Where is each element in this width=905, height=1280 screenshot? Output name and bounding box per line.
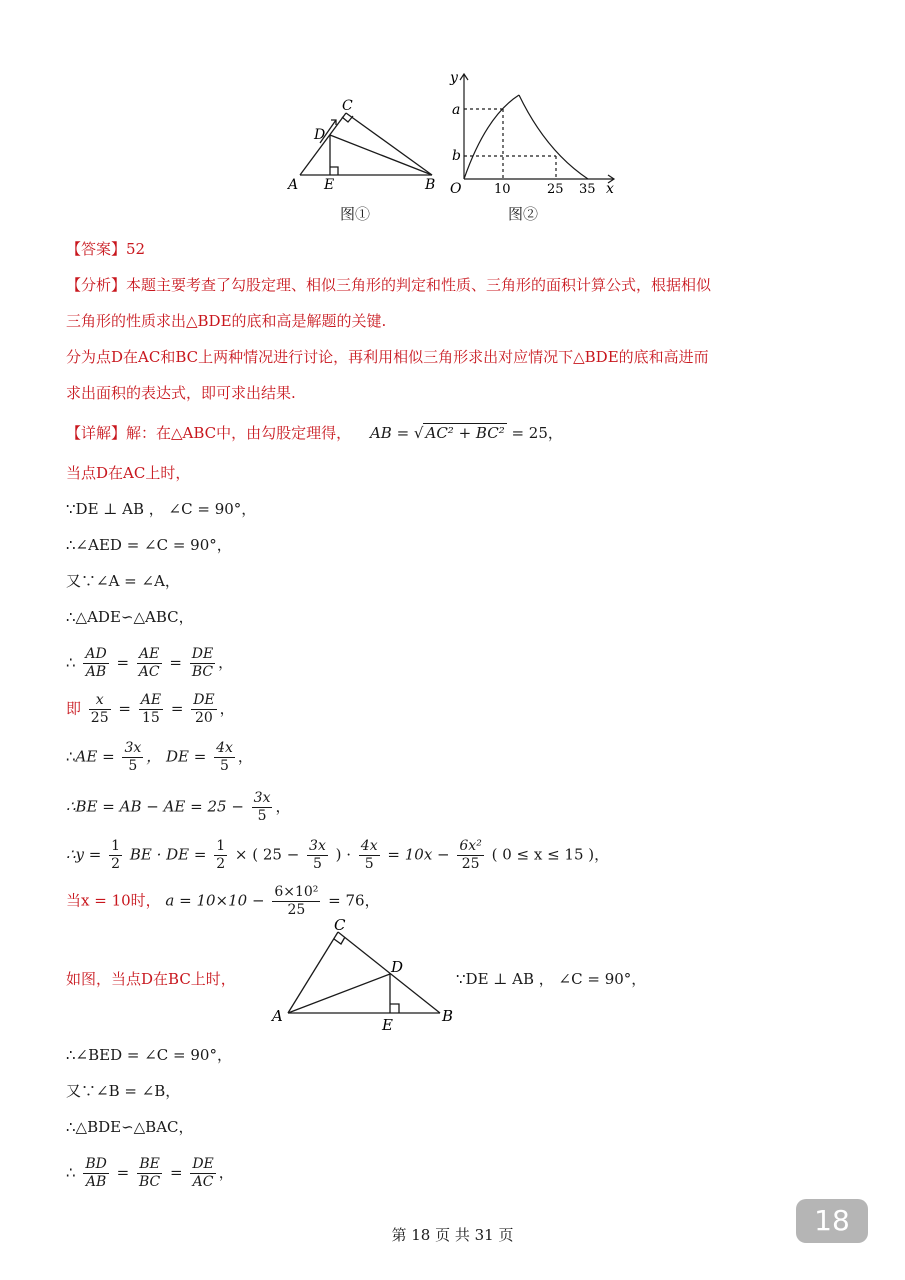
fraction	[190, 1156, 215, 1191]
detail-f-25: 25	[287, 902, 306, 918]
detail-intro: 解：在△ABC中，由勾股定理得，	[126, 424, 352, 442]
label-a: A	[272, 1007, 283, 1025]
step-y-expression	[66, 838, 609, 873]
detail-eq: =	[111, 653, 134, 672]
side-cb	[338, 932, 440, 1013]
step-ratio-1	[66, 646, 233, 681]
right-angle-e	[390, 1004, 399, 1013]
tick-10: 10	[494, 182, 511, 197]
label-e: E	[324, 177, 335, 193]
step-similar-1: ∴△ADE∽△ABC，	[66, 608, 194, 626]
label-b-value: b	[452, 148, 461, 164]
detail-f-25: 25	[461, 856, 480, 872]
case-1-heading: 当点D在AC上时，	[66, 464, 191, 482]
label-c: C	[334, 918, 346, 934]
segment-ad	[288, 974, 390, 1013]
detail-comma: ，	[237, 747, 253, 766]
detail-f-BC: BC	[191, 664, 214, 680]
step-ae-de	[66, 740, 253, 775]
detail-f-AE: AE	[137, 646, 162, 664]
detail-f-1: 1	[216, 838, 226, 854]
tick-25: 25	[547, 182, 564, 197]
detail-f-5: 5	[220, 758, 229, 774]
side-ac	[300, 113, 346, 175]
page-footer: 第 18 页 共 31 页	[391, 1226, 514, 1244]
fraction	[214, 740, 235, 775]
detail-y-domain: ( 0 ≤ x ≤ 15 )，	[491, 845, 610, 864]
detail-f-3x: 3x	[124, 740, 142, 756]
fraction	[191, 692, 216, 727]
step-de-perp: ∵DE ⊥ AB ， ∠C = 90°，	[66, 500, 257, 518]
fraction	[359, 838, 380, 873]
tick-35: 35	[579, 182, 596, 197]
detail-a-expr: a = 10×10 −	[160, 891, 270, 910]
detail-eq: =	[166, 699, 189, 718]
detail-eq: =	[165, 1163, 188, 1182]
fraction	[307, 838, 328, 873]
detail-f-15: 15	[141, 710, 160, 726]
fraction	[122, 740, 143, 775]
label-d: D	[314, 127, 326, 143]
detail-therefore: ∴	[66, 653, 76, 672]
figure-1-triangle	[280, 95, 450, 195]
label-y: y	[450, 70, 458, 86]
answer-value: 52	[126, 240, 146, 258]
right-angle-c	[334, 937, 345, 944]
fraction	[109, 838, 122, 873]
detail-f-BD: BD	[85, 1156, 107, 1172]
figure-2-caption: 图②	[508, 205, 539, 223]
detail-f-BC: BC	[138, 1174, 161, 1190]
step-be	[66, 790, 291, 825]
answer-line	[66, 238, 145, 260]
step-ratio-2	[66, 1156, 234, 1191]
analysis-line-3: 分为点D在AC和BC上两种情况进行讨论，再利用相似三角形求出对应情况下△BDE的底和高进而	[66, 348, 709, 366]
step-ratio-values	[66, 692, 235, 727]
detail-ab-rhs: = 25，	[506, 424, 563, 442]
step-angle-b: 又∵∠B = ∠B，	[66, 1082, 181, 1100]
step-aed: ∴∠AED = ∠C = 90°，	[66, 536, 232, 554]
detail-f-3x: 3x	[309, 838, 326, 854]
detail-f-6x2: 6x²	[459, 838, 482, 854]
detail-f-x: x	[89, 692, 111, 710]
detail-eq: =	[113, 699, 136, 718]
detail-y-mid1: BE · DE =	[129, 845, 212, 864]
detail-f-5: 5	[364, 856, 374, 872]
step-similar-2: ∴△BDE∽△BAC，	[66, 1118, 194, 1136]
curve-fall	[519, 95, 588, 179]
analysis-line1: 本题主要考查了勾股定理、相似三角形的判定和性质、三角形的面积计算公式，根据相似	[126, 276, 712, 294]
detail-f-5: 5	[128, 758, 138, 774]
detail-f-2: 2	[216, 856, 226, 872]
fraction	[272, 884, 320, 919]
detail-y-mid3: ) ·	[335, 845, 356, 864]
detail-f-AC: AC	[192, 1174, 214, 1190]
detail-f-20: 20	[195, 710, 213, 726]
side-ac	[288, 932, 338, 1013]
detail-f-AB: AB	[85, 664, 107, 680]
detail-f-AD: AD	[85, 646, 107, 662]
detail-f-AE: AE	[140, 692, 162, 708]
fraction	[83, 1156, 109, 1191]
analysis-tag: 【分析】	[66, 276, 127, 294]
detail-comma: ，	[275, 797, 291, 816]
answer-tag: 【答案】	[66, 240, 127, 258]
detail-f-6x102: 6×10²	[274, 884, 319, 900]
detail-y-lhs: ∴y =	[66, 845, 107, 864]
label-a: A	[288, 177, 299, 193]
figure-2-graph	[446, 66, 621, 198]
detail-be-text: ∴BE = AB − AE = 25 −	[66, 797, 249, 816]
step-bed: ∴∠BED = ∠C = 90°，	[66, 1046, 232, 1064]
detail-y-mid4: = 10x −	[387, 845, 455, 864]
step-when-x10	[66, 884, 380, 919]
fraction	[83, 646, 108, 681]
label-x: x	[606, 181, 614, 197]
detail-f-5: 5	[312, 856, 322, 872]
detail-f-BE: BE	[137, 1156, 162, 1174]
detail-eq: =	[164, 653, 187, 672]
fraction	[139, 692, 163, 727]
detail-intro: 【详解】解：在△ABC中，由勾股定理得， AB = √ AC² + BC² = 25，	[66, 424, 563, 442]
detail-ae-lhs: AE =	[75, 747, 120, 766]
label-b: B	[442, 1007, 454, 1025]
figure-1-caption: 图①	[340, 205, 371, 223]
detail-therefore: ∴	[66, 1163, 76, 1182]
label-origin: O	[450, 181, 462, 197]
detail-therefore: ∴	[66, 747, 76, 766]
detail-f-1: 1	[111, 838, 121, 854]
detail-ab-lhs: AB =	[369, 424, 414, 442]
detail-when-x10: 当x = 10时，	[66, 891, 161, 910]
detail-f-DE: DE	[192, 1156, 214, 1172]
detail-a-result: = 76，	[323, 891, 380, 910]
detail-f-4x: 4x	[216, 740, 233, 756]
detail-f-5: 5	[257, 808, 267, 824]
curve-rise	[464, 95, 519, 179]
detail-f-DE: DE	[193, 692, 215, 708]
fraction	[252, 790, 273, 825]
detail-comma: ，	[219, 699, 235, 718]
analysis-line-2: 三角形的性质求出△BDE的底和高是解题的关键.	[66, 312, 387, 330]
detail-ji: 即	[66, 699, 82, 718]
fraction	[457, 838, 483, 873]
detail-f-AC: AC	[138, 664, 160, 680]
fraction	[214, 838, 227, 873]
detail-f-AB: AB	[85, 1174, 107, 1190]
detail-comma: ，	[218, 1163, 234, 1182]
fraction	[190, 646, 215, 681]
label-b: B	[425, 177, 436, 193]
detail-f-DE: DE	[191, 646, 214, 662]
case-2-condition: ∵DE ⊥ AB ， ∠C = 90°，	[456, 970, 647, 988]
label-c: C	[342, 98, 353, 114]
detail-de-sep: ， DE =	[146, 747, 212, 766]
fraction	[89, 692, 111, 727]
detail-f-2: 2	[111, 856, 121, 872]
detail-f-3x: 3x	[253, 790, 271, 806]
detail-comma: ，	[218, 653, 234, 672]
detail-tag: 【详解】	[66, 424, 127, 442]
case-2-heading: 如图，当点D在BC上时，	[66, 970, 236, 988]
figure-3-triangle	[268, 918, 468, 1036]
detail-f-4x: 4x	[360, 838, 378, 854]
fraction	[137, 1156, 162, 1191]
step-angle-a: 又∵∠A = ∠A，	[66, 572, 180, 590]
label-d: D	[391, 958, 404, 976]
analysis-line-4: 求出面积的表达式，即可求出结果.	[66, 384, 296, 402]
fraction	[137, 646, 162, 681]
detail-y-mid2: × ( 25 −	[234, 845, 305, 864]
side-cb	[346, 113, 432, 175]
label-a-value: a	[452, 102, 461, 118]
segment-db	[330, 135, 432, 175]
detail-f-25: 25	[90, 710, 109, 726]
guide-lines	[464, 109, 556, 179]
detail-eq: =	[111, 1163, 134, 1182]
analysis-line-1	[66, 274, 711, 296]
right-angle-e	[330, 167, 338, 175]
detail-ab-radicand: AC² + BC²	[425, 424, 505, 442]
label-e: E	[382, 1016, 393, 1034]
page-number-badge: 18	[796, 1199, 868, 1243]
